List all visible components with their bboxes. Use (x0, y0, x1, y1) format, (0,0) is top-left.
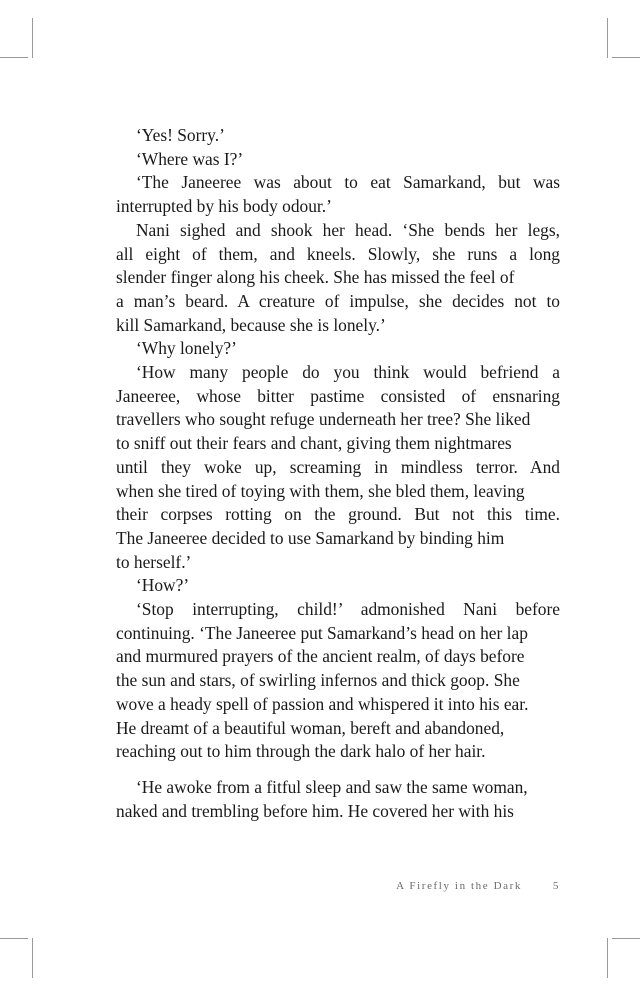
text-line: all eight of them, and kneels. Slowly, she runs a long (116, 243, 560, 264)
text-line: kill Samarkand, because she is lonely.’ (116, 314, 386, 335)
text-line: ‘Why lonely?’ (136, 338, 237, 359)
crop-mark-top-left-vertical (32, 18, 33, 58)
text-line: when she tired of toying with them, she bled them, leaving (116, 480, 525, 501)
text-line: reaching out to him through the dark halo of her hair. (116, 741, 486, 762)
text-line: ‘How?’ (136, 575, 190, 596)
text-line: ‘How many people do you think would befriend a (136, 362, 560, 383)
text-line: slender finger along his cheek. She has missed the feel of (116, 267, 515, 288)
text-line: ‘The Janeeree was about to eat Samarkand, but was (136, 172, 560, 193)
text-line: to sniff out their fears and chant, giving them nightmares (116, 433, 512, 454)
text-line: He dreamt of a beautiful woman, bereft and abandoned, (116, 717, 505, 738)
text-line: until they woke up, screaming in mindless terror. And (116, 456, 560, 477)
text-line: The Janeeree decided to use Samarkand by binding him (116, 527, 505, 548)
body-text (116, 124, 560, 823)
text-line: ‘Stop interrupting, child!’ admonished Nani before (136, 599, 560, 620)
text-line: interrupted by his body odour.’ (116, 196, 332, 217)
text-line: travellers who sought refuge underneath her tree? She liked (116, 409, 531, 430)
text-line: the sun and stars, of swirling infernos and thick goop. She (116, 670, 520, 691)
text-line: naked and trembling before him. He covered her with his (116, 800, 514, 821)
page-number: 5 (552, 880, 560, 892)
text-line: ‘Where was I?’ (136, 148, 244, 169)
text-line: and murmured prayers of the ancient realm, of days before (116, 646, 525, 667)
text-line: their corpses rotting on the ground. But not this time. (116, 504, 560, 525)
text-line: Janeeree, whose bitter pastime consisted of ensnaring (116, 385, 560, 406)
paragraph-gap (116, 764, 560, 776)
crop-mark-top-right-horizontal (612, 57, 640, 58)
crop-mark-top-left-horizontal (0, 57, 28, 58)
text-line: wove a heady spell of passion and whispered it into his ear. (116, 693, 529, 714)
crop-mark-bottom-right-vertical (607, 938, 608, 978)
text-line: to herself.’ (116, 551, 192, 572)
crop-mark-bottom-left-vertical (32, 938, 33, 978)
crop-mark-bottom-left-horizontal (0, 938, 28, 939)
text-line: continuing. ‘The Janeeree put Samarkand’s head on her lap (116, 622, 528, 643)
text-line: ‘He awoke from a fitful sleep and saw the same woman, (136, 776, 528, 797)
text-line: ‘Yes! Sorry.’ (136, 125, 225, 145)
running-title: A Firefly in the Dark (396, 880, 522, 892)
text-line: Nani sighed and shook her head. ‘She bends her legs, (136, 219, 560, 240)
crop-mark-bottom-right-horizontal (612, 938, 640, 939)
text-line: a man’s beard. A creature of impulse, she decides not to (116, 290, 560, 311)
crop-mark-top-right-vertical (607, 18, 608, 58)
